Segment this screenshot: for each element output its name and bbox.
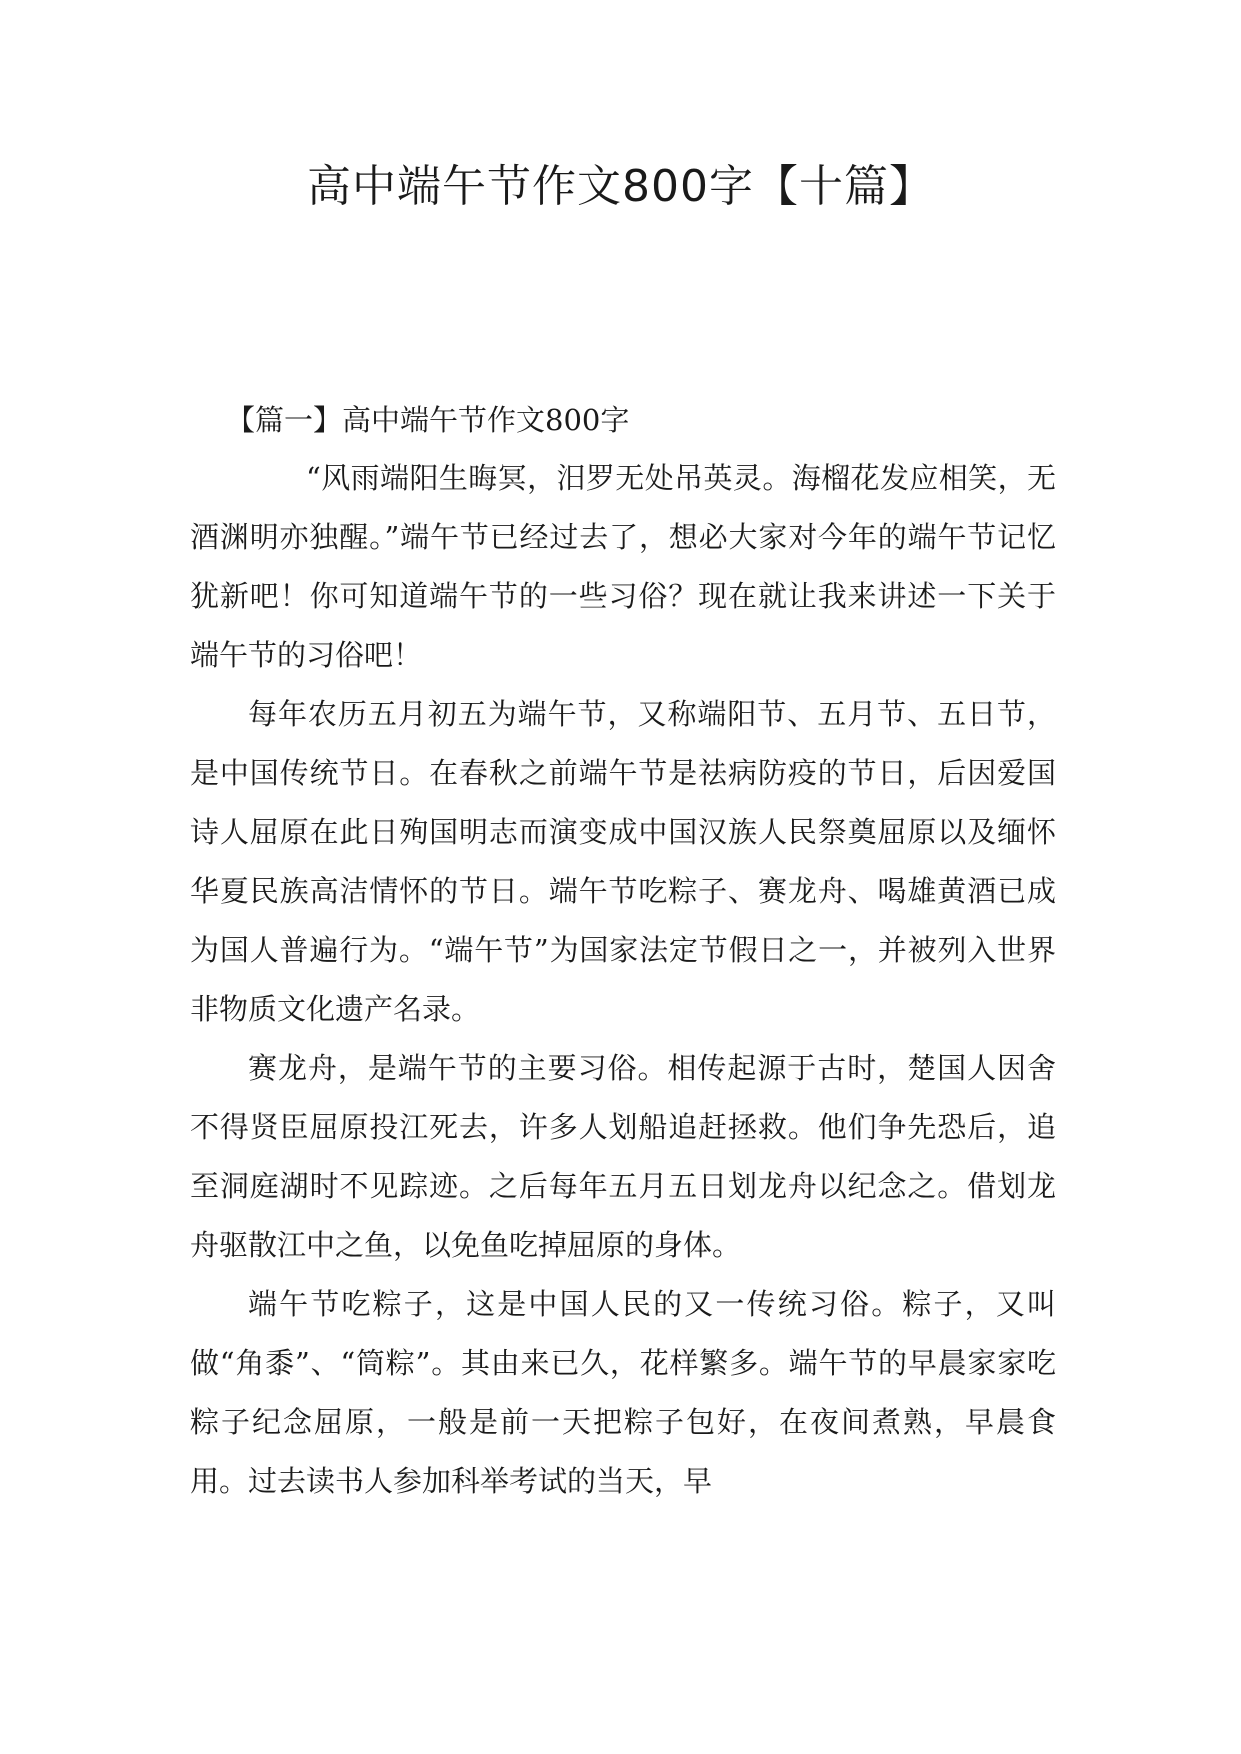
section-heading: 【篇一】高中端午节作文800字 (226, 403, 630, 437)
paragraph-zongzi: 端午节吃粽子，这是中国人民的又一传统习俗。粽子，又叫做“角黍”、“筒粽”。其由来已久，花样繁多。端午节的早晨家家吃粽子纪念屈原，一般是前一天把粽子包好，在夜间煮熟，早晨食用。过去读书人参加科举考试的当天，早 (190, 1287, 1056, 1498)
article-body (190, 400, 1056, 1511)
paragraph-intro: “风雨端阳生晦冥，汨罗无处吊英灵。海榴花发应相笑，无酒渊明亦独醒。”端午节已经过去了，想必大家对今年的端午节记忆犹新吧！你可知道端午节的一些习俗？现在就让我来讲述一下关于端午节的习俗吧！ (190, 461, 1056, 672)
document-title: 高中端午节作文800字【十篇】 (307, 161, 934, 212)
paragraph-origin: 每年农历五月初五为端午节，又称端阳节、五月节、五日节，是中国传统节日。在春秋之前端午节是祛病防疫的节日，后因爱国诗人屈原在此日殉国明志而演变成中国汉族人民祭奠屈原以及缅怀华夏民族高洁情怀的节日。端午节吃粽子、赛龙舟、喝雄黄酒已成为国人普遍行为。“端午节”为国家法定节假日之一，并被列入世界非物质文化遗产名录。 (190, 697, 1056, 1026)
paragraph-dragon-boat: 赛龙舟，是端午节的主要习俗。相传起源于古时，楚国人因舍不得贤臣屈原投江死去，许多人划船追赶拯救。他们争先恐后，追至洞庭湖时不见踪迹。之后每年五月五日划龙舟以纪念之。借划龙舟驱散江中之鱼，以免鱼吃掉屈原的身体。 (190, 1051, 1056, 1262)
